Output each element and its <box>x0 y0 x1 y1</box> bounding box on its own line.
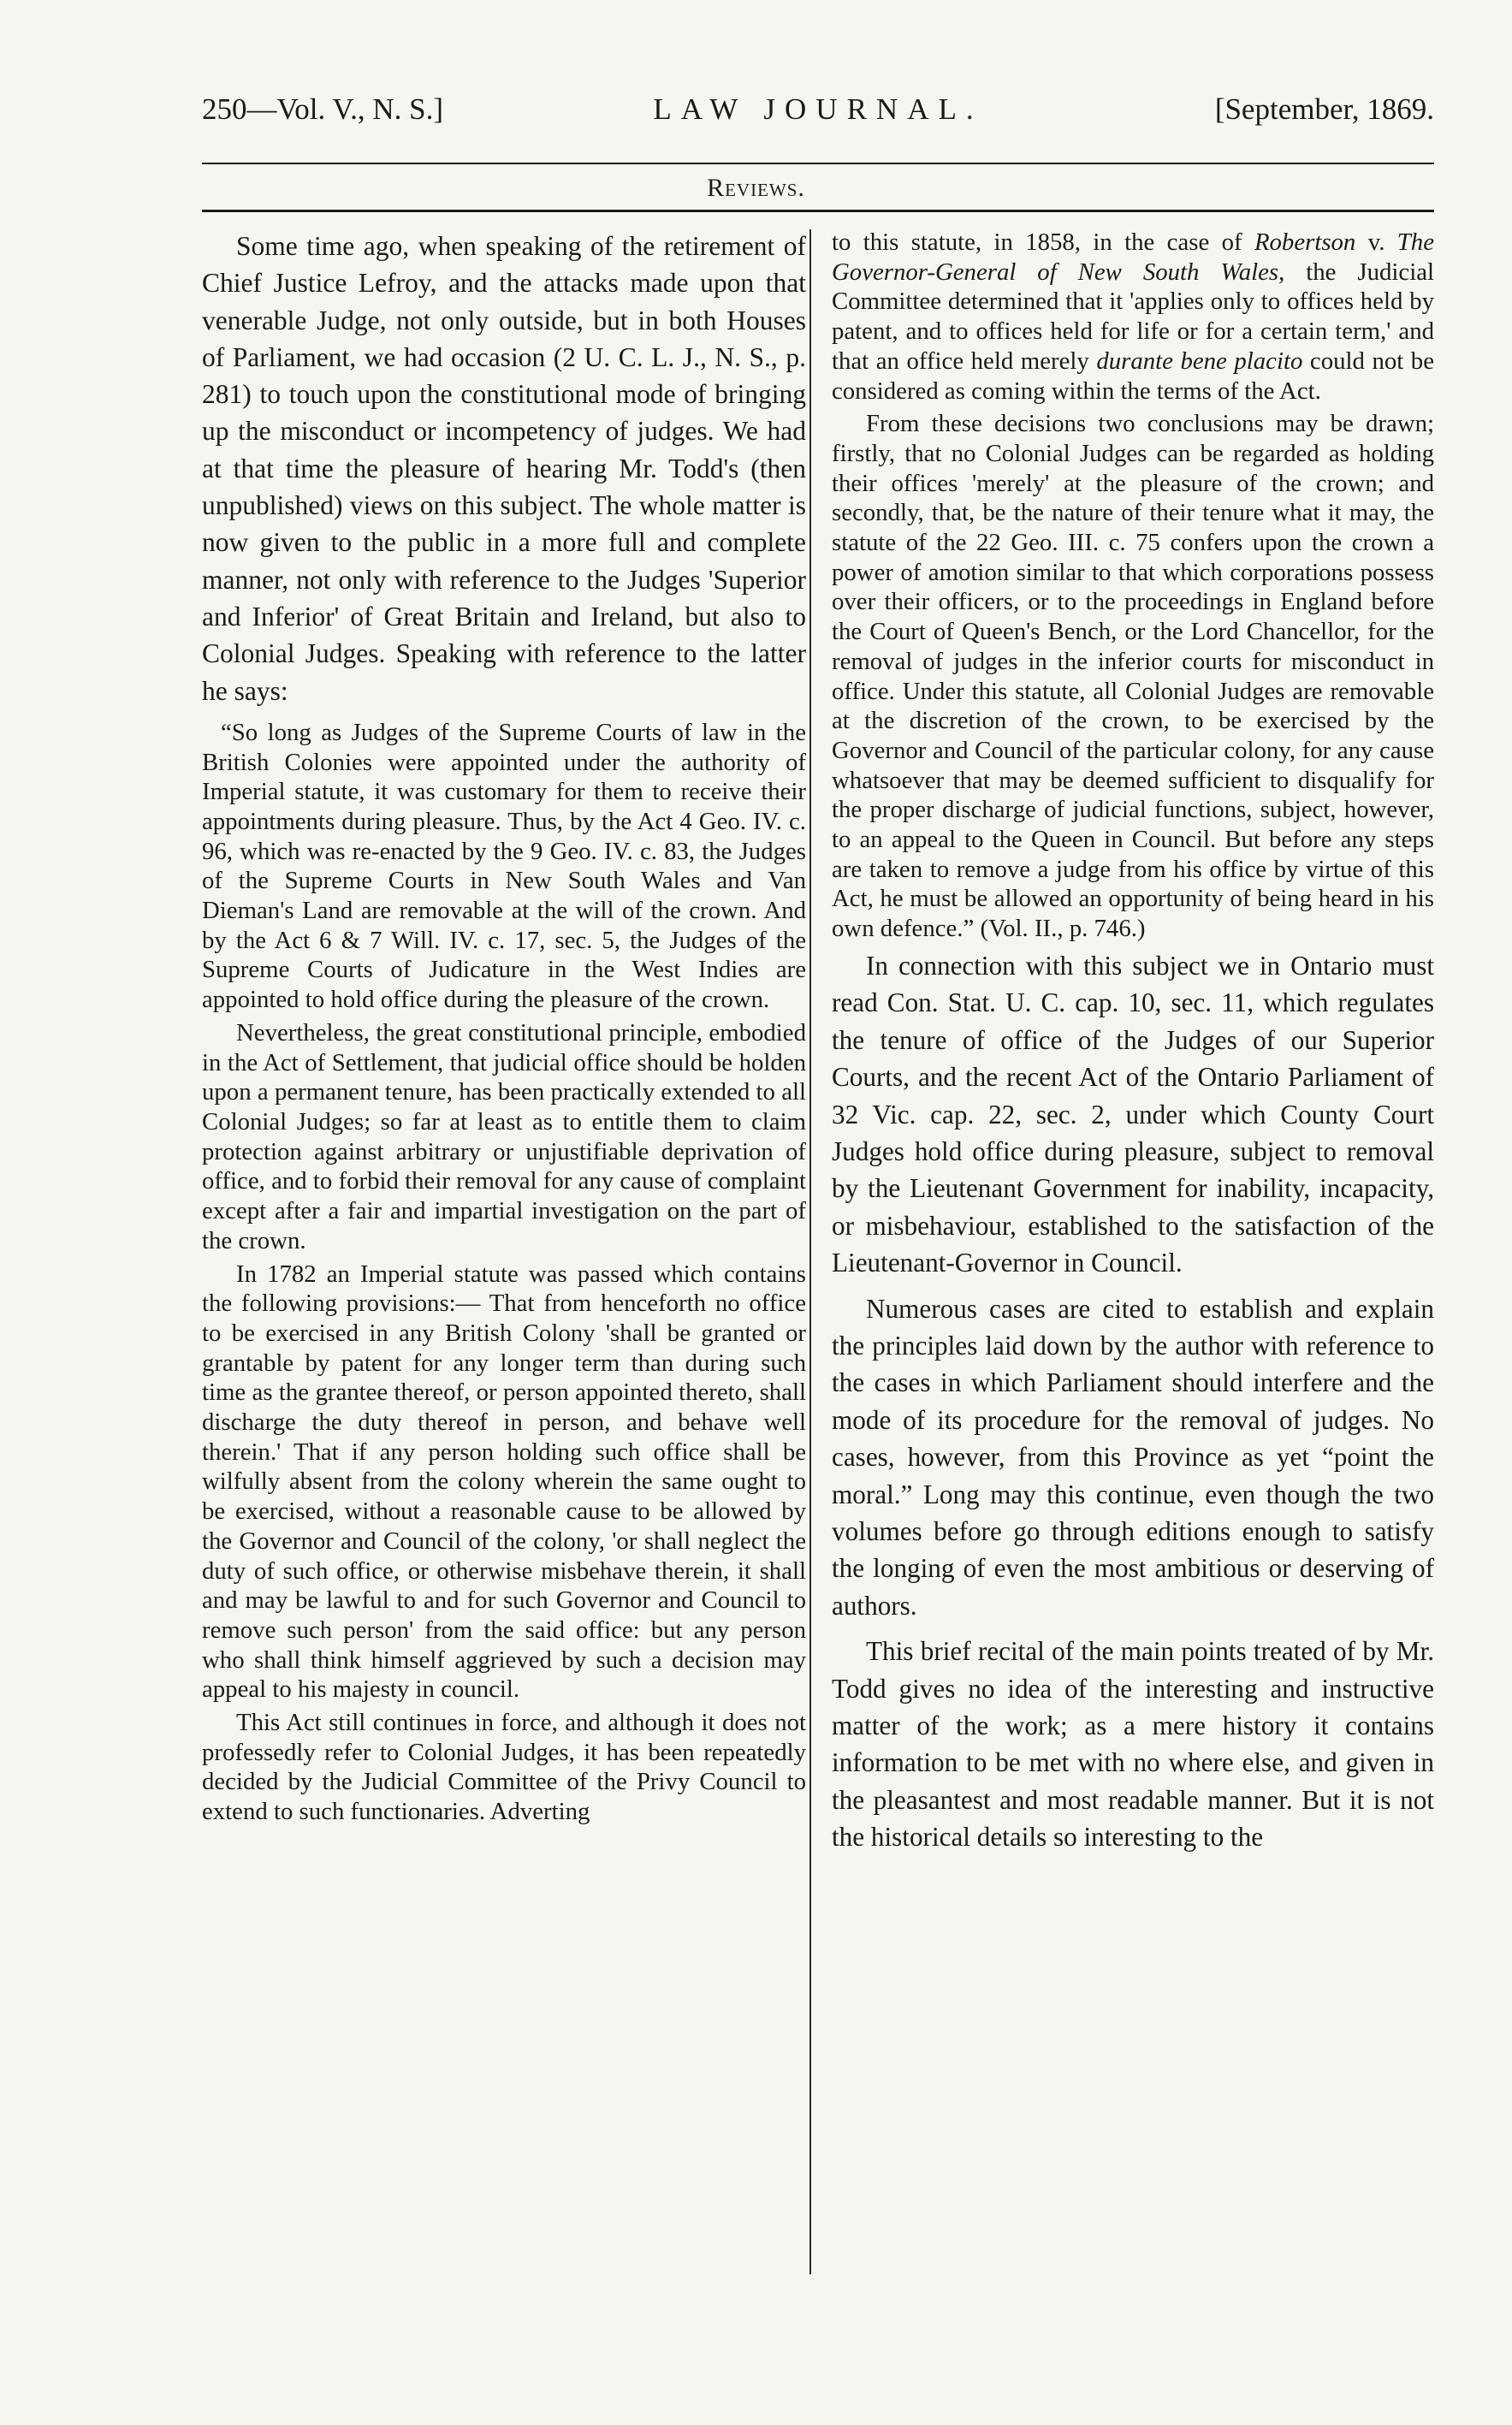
case-name-governor-general: The Governor-General of New South Wales <box>832 228 1434 286</box>
latin-phrase: durante bene placito <box>1096 347 1303 375</box>
case-name-robertson: Robertson <box>1254 228 1356 256</box>
running-head <box>202 92 1434 135</box>
quote-paragraph-6: From these decisions two conclusions may be drawn; firstly, that no Colonial Judges can be regarded as holding their offices 'merely' at the pleasure of the crown; and secondly, that, be the nature of their tenure what it may, the statute of the 22 Geo. III. c. 75 confers upon the crown a power of amotion similar to that which corporations possess over their officers, or to the proceedings in England before the Court of Queen's Bench, or the Lord Chancellor, for the removal of judges in the inferior courts for misconduct in office. Under this statute, all Colonial Judges are removable at the discretion of the crown, to be exercised by the Governor and Council of the particular colony, for any cause whatsoever that may be deemed sufficient to disqualify for the proper discharge of judicial functions, subject, however, to an appeal to the Queen in Council. But before any steps are taken to remove a judge from his office by virtue of this Act, he must be allowed an opportunity of being heard in his own defence.” (Vol. II., p. 746.) <box>832 410 1434 943</box>
issue-date: [September, 1869. <box>1214 92 1434 126</box>
header-rule <box>202 163 1434 164</box>
paragraph-ontario: In connection with this subject we in Ontario must read Con. Stat. U. C. cap. 10, sec. 11, which regulates the tenure of office of the Judges of our Superior Courts, and the recent Act of the Ontario Parliament of 32 Vic. cap. 22, sec. 2, under which County Court Judges hold office during pleasure, subject to removal by the Lieutenant Government for inability, incapacity, or misbehaviour, established to the satisfaction of the Lieutenant-Governor in Council. <box>832 950 1434 1278</box>
quote-paragraph-4: This Act still continues in force, and although it does not professedly refer to Colonial Judges, it has been repeatedly decided by the Judicial Committee of the Privy Council to extend to such functionaries. Adverting <box>202 1709 806 1826</box>
quote-paragraph-5: to this statute, in 1858, in the case of Robertson v. The Governor-General of New South Wales, the Judicial Committee determined that it 'applies only to offices held by patent, and to offices held for life or for a certain term,' and that an office held merely durante bene placito could not be considered as coming within the terms of the Act. <box>832 228 1434 405</box>
paragraph-numerous-cases: Numerous cases are cited to establish and explain the principles laid down by the author with reference to the cases in which Parliament should interfere and the mode of its procedure for the removal of judges. No cases, however, from this Province as yet “point the moral.” Long may this continue, even though the two volumes before go through editions enough to satisfy the longing of even the most ambitious or deserving of authors. <box>832 1293 1434 1621</box>
section-rule <box>202 210 1434 212</box>
quote-paragraph-2: Nevertheless, the great constitutional principle, embodied in the Act of Settlement, that judicial office should be holden upon a permanent tenure, has been practically extended to all Colonial Judges; so far at least as to entitle them to claim protection against arbitrary or unjustifiable deprivation of office, and to forbid their removal for any cause of complaint except after a fair and impartial investigation on the part of the crown. <box>202 1018 806 1254</box>
column-divider <box>809 229 811 2274</box>
left-column <box>202 228 806 2290</box>
paragraph-brief-recital: This brief recital of the main points treated of by Mr. Todd gives no idea of the interesting and instructive matter of the work; as a mere history it contains information to be met with no where else, and given in the pleasantest and most readable manner. But it is not the historical details so interesting to the <box>832 1636 1434 1853</box>
right-column <box>832 228 1434 2290</box>
paragraph-intro: Some time ago, when speaking of the retirement of Chief Justice Lefroy, and the attacks made upon that venerable Judge, not only outside, but in both Houses of Parliament, we had occasion (2 U. C. L. J., N. S., p. 281) to touch upon the constitutional mode of bringing up the misconduct or incompetency of judges. We had at that time the pleasure of hearing Mr. Todd's (then unpublished) views on this subject. The whole matter is now given to the public in a more full and complete manner, not only with reference to the Judges 'Superior and Inferior' of Great Britain and Ireland, but also to Colonial Judges. Speaking with reference to the latter he says: <box>202 231 806 706</box>
journal-title: LAW JOURNAL. <box>653 92 983 126</box>
quote-paragraph-3: In 1782 an Imperial statute was passed which contains the following provisions:— That from henceforth no office to be exercised in any British Colony 'shall be granted or grantable by patent for any longer term than during such time as the grantee thereof, or person appointed thereto, shall discharge the duty thereof in person, and behave well therein.' That if any person holding such office shall be wilfully absent from the colony wherein the same ought to be exercised, without a reasonable cause to be allowed by the Governor and Council of the colony, 'or shall neglect the duty of such office, or otherwise misbehave therein, it shall and may be lawful to and for such Governor and Council to remove such person' from the said office: but any person who shall think himself aggrieved by such a decision may appeal to his majesty in council. <box>202 1260 806 1704</box>
quote-paragraph-1: “So long as Judges of the Supreme Courts of law in the British Colonies were appointed under the authority of Imperial statute, it was customary for them to receive their appointments during pleasure. Thus, by the Act 4 Geo. IV. c. 96, which was re-enacted by the 9 Geo. IV. c. 83, the Judges of the Supreme Courts in New South Wales and Van Dieman's Land are removable at the will of the crown. And by the Act 6 & 7 Will. IV. c. 17, sec. 5, the Judges of the Supreme Courts of Judicature in the West Indies are appointed to hold office during the pleasure of the crown. <box>202 718 806 1014</box>
page-number-volume: 250—Vol. V., N. S.] <box>202 92 444 126</box>
section-title: Reviews. <box>707 174 805 202</box>
